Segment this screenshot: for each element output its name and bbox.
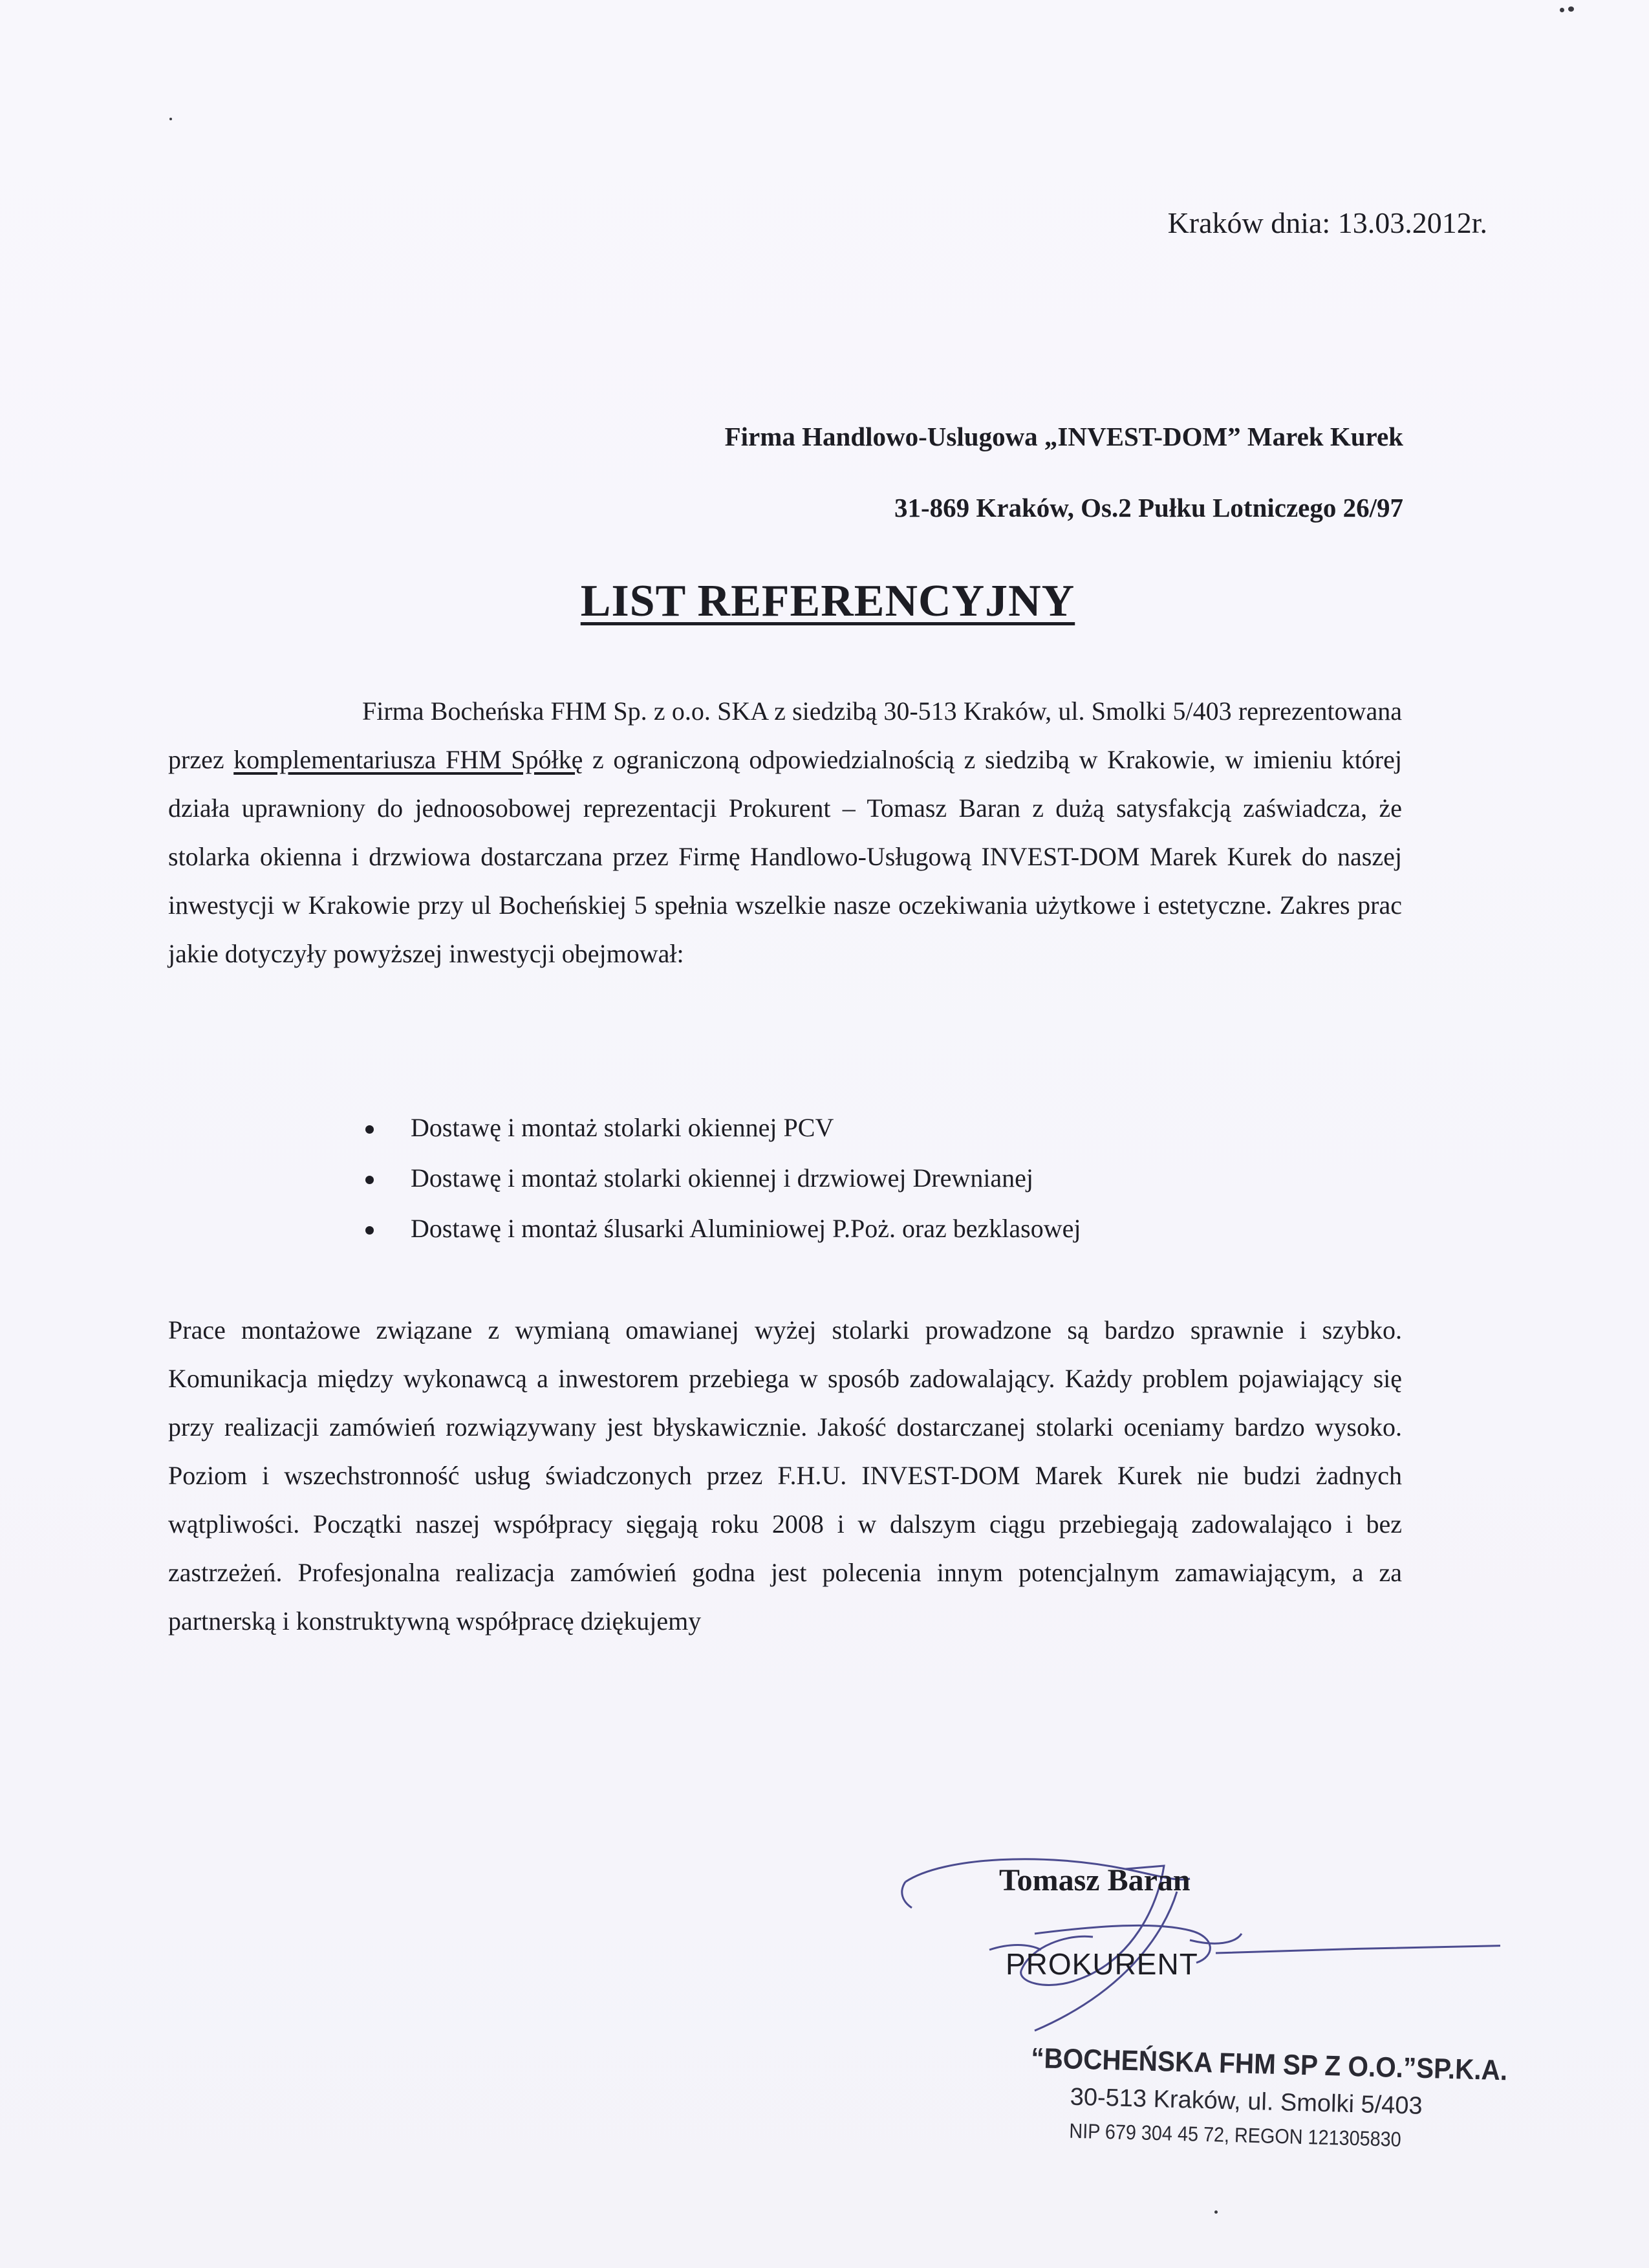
sender-company: Firma Handlowo-Uslugowa „INVEST-DOM” Marek Kurek [724, 422, 1403, 451]
signer-name: Tomasz Baran [999, 1863, 1191, 1897]
sender-address [725, 401, 1403, 543]
stamp-tax-ids: NIP 679 304 45 72, REGON 121305830 [1068, 2119, 1402, 2152]
paragraph-intro-underlined: komplementariusza FHM Spółkę [233, 745, 583, 774]
paragraph-intro [168, 687, 1402, 978]
list-item: Dostawę i montaż stolarki okiennej i drzwiowej Drewnianej [362, 1153, 1081, 1204]
signer-role: PROKURENT [1006, 1947, 1198, 1981]
scan-speck [1568, 6, 1574, 12]
list-item: Dostawę i montaż ślusarki Aluminiowej P.Poż. oraz bezklasowej [362, 1204, 1081, 1254]
scan-speck [1214, 2210, 1218, 2214]
paragraph-evaluation: Prace montażowe związane z wymianą omawianej wyżej stolarki prowadzone są bardzo sprawnie i szybko. Komunikacja między wykonawcą a inwestorem przebiega w sposób zadowalający. Każdy problem pojawiający się przy realizacji zamówień rozwiązywany jest błyskawicznie. Jakość dostarczanej stolarki oceniamy bardzo wysoko. Poziom i wszechstronność usług świadczonych przez F.H.U. INVEST-DOM Marek Kurek nie budzi żadnych wątpliwości. Początki naszej współpracy sięgają roku 2008 i w dalszym ciągu przebiegają zadowalająco i bez zastrzeżeń. Profesjonalna realizacja zamówień godna jest polecenia innym potencjalnym zamawiającym, a za partnerską i konstruktywną współpracę dziękujemy [168, 1315, 1402, 1636]
paragraph-intro-part1: Firma Bocheńska FHM Sp. z o.o. SKA z siedzibą 30-513 Kraków, ul. Smolki 5/403 reprezentowana przez [168, 697, 1402, 774]
paragraph-intro-part2: z ograniczoną odpowiedzialnością z siedzibą w Krakowie, w imieniu której działa uprawniony do jednoosobowej reprezentacji Prokurent – Tomasz Baran z dużą satysfakcją zaświadcza, że stolarka okienna i drzwiowa dostarczana przez Firmę Handlowo-Usługową INVEST-DOM Marek Kurek do naszej inwestycji w Krakowie przy ul Bocheńskiej 5 spełnia wszelkie nasze oczekiwania użytkowe i estetyczne. Zakres prac jakie dotyczyły powyższej inwestycji obejmował: [168, 745, 1402, 968]
letter-date: Kraków dnia: 13.03.2012r. [1167, 206, 1487, 239]
scan-speck [169, 118, 172, 120]
scope-list [362, 1103, 1081, 1254]
sender-street: 31-869 Kraków, Os.2 Pułku Lotniczego 26/97 [894, 493, 1403, 523]
scan-speck [1560, 8, 1564, 12]
list-item: Dostawę i montaż stolarki okiennej PCV [362, 1103, 1081, 1153]
company-stamp [1029, 2042, 1549, 2155]
letter-title: LIST REFERENCYJNY [580, 576, 1075, 626]
stamp-company-name: “BOCHEŃSKA FHM SP Z O.O.”SP.K.A. [1030, 2042, 1508, 2087]
stamp-address: 30-513 Kraków, ul. Smolki 5/403 [1070, 2083, 1423, 2120]
